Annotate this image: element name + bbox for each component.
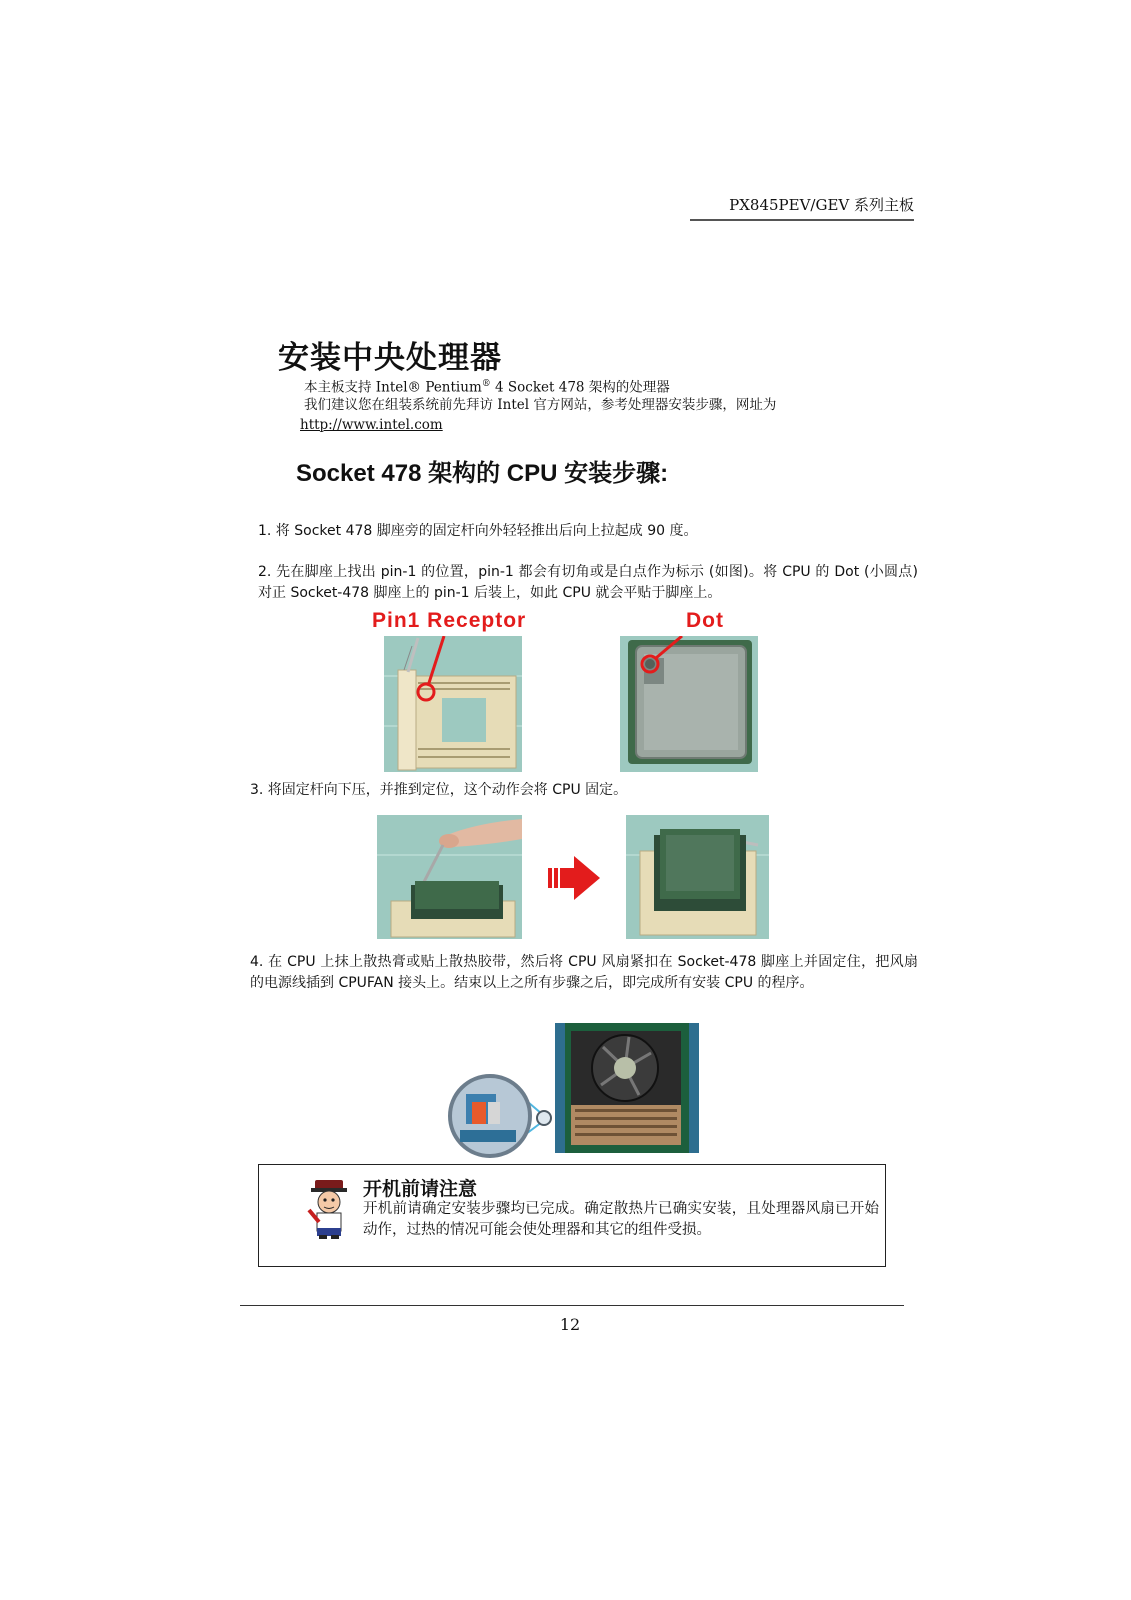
step-4: 4. 在 CPU 上抹上散热膏或贴上散热胶带，然后将 CPU 风扇紧扣在 Socket-478 脚座上并固定住，把风扇的电源线插到 CPUFAN 接头上。结束以上之所有步骤之后，即完成所有安装 CPU 的程序。 — [250, 954, 918, 991]
guard-mascot-icon — [305, 1178, 355, 1240]
install-steps-heading: Socket 478 架构的 CPU 安装步骤: — [296, 460, 669, 487]
socket-pin1-photo — [384, 636, 522, 772]
fan-connector-zoom — [446, 1072, 556, 1162]
registered-mark: ® — [481, 379, 491, 389]
step-2: 2. 先在脚座上找出 pin-1 的位置，pin-1 都会有切角或是白点作为标示 (如图)。将 CPU 的 Dot (小圆点) 对正 Socket-478 脚座上的 pin-1 后装上，如此 CPU 就会平贴于脚座上。 — [258, 564, 918, 601]
intro-line-1-suffix: 4 Socket 478 架构的处理器 — [490, 379, 670, 396]
footer-divider — [240, 1305, 904, 1306]
intro-line-1-prefix: 本主板支持 Intel® Pentium — [304, 379, 482, 396]
page-number: 12 — [559, 1315, 581, 1334]
caution-text: 开机前请确定安装步骤均已完成。确定散热片已确实安装，且处理器风扇已开始动作，过热的情况可能会使处理器和其它的组件受损。 — [363, 1201, 879, 1238]
intro-line-2: 我们建议您在组装系统前先拜访 Intel 官方网站，参考处理器安装步骤，网址为 — [304, 397, 777, 413]
cpu-dot-photo — [620, 636, 758, 772]
lever-press-photo — [377, 815, 522, 939]
intel-website-link[interactable]: http://www.intel.com — [300, 417, 443, 433]
dot-label: Dot — [686, 609, 724, 632]
step-3: 3. 将固定杆向下压，并推到定位，这个动作会将 CPU 固定。 — [250, 782, 628, 798]
step-1: 1. 将 Socket 478 脚座旁的固定杆向外轻轻推出后向上拉起成 90 度。 — [258, 523, 698, 539]
section-title: 安装中央处理器 — [278, 340, 502, 376]
right-arrow-icon — [548, 856, 600, 900]
cpu-fan-photo — [555, 1023, 699, 1153]
intro-line-1 — [304, 374, 670, 398]
pin1-receptor-label: Pin1 Receptor — [372, 609, 527, 632]
caution-title: 开机前请注意 — [363, 1178, 478, 1200]
page-header: PX845PEV/GEV 系列主板 — [690, 194, 914, 221]
cpu-installed-photo — [626, 815, 769, 939]
